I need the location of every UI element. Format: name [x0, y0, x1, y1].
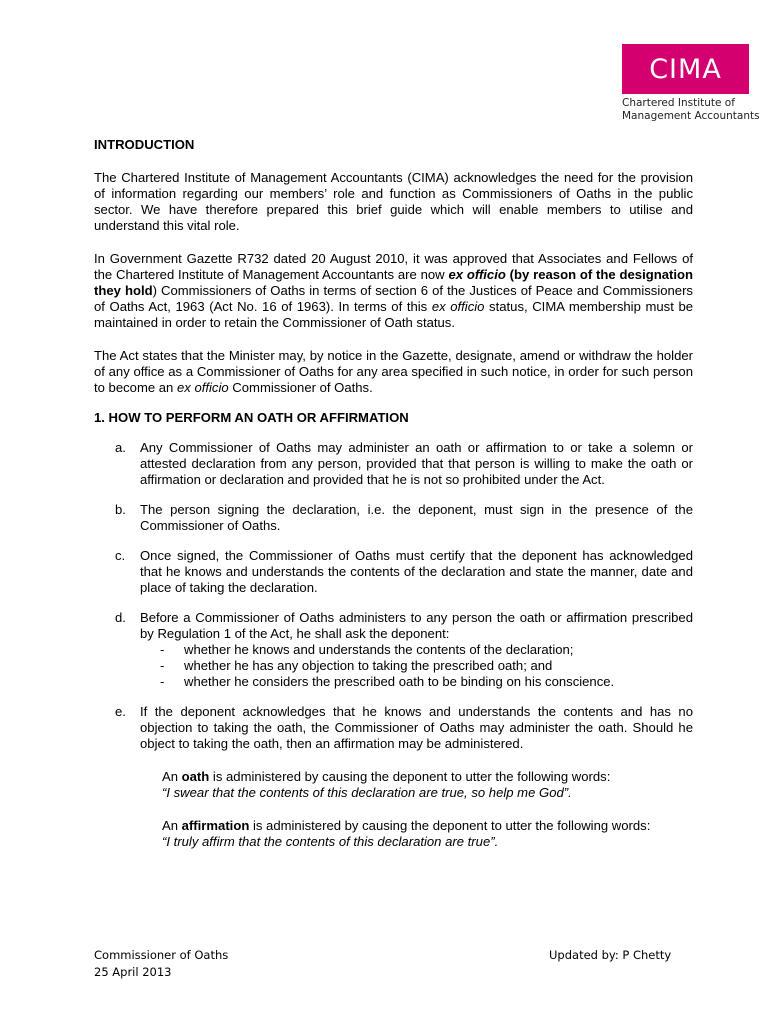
- section-1-heading: 1. HOW TO PERFORM AN OATH OR AFFIRMATION: [94, 410, 409, 425]
- p3-text-a: The Act states that the Minister may, by notice in the Gazette, designate, amend or withdraw the holder of any office as a Commissioner of Oaths for any area specified in such notice, in order for such person to become an: [94, 348, 693, 395]
- list-label: e.: [115, 704, 126, 719]
- sub-bullet-text: whether he knows and understands the contents of the declaration;: [184, 642, 574, 657]
- list-label: d.: [115, 610, 126, 625]
- footer-left: [94, 947, 228, 981]
- oath-text-c: is administered by causing the deponent to utter the following words:: [209, 769, 611, 784]
- list-label: a.: [115, 440, 126, 455]
- footer-right: [549, 947, 671, 964]
- footer-updated-by: Updated by: P Chetty: [549, 948, 672, 962]
- footer-title: Commissioner of Oaths: [94, 948, 229, 962]
- intro-paragraph-2: [94, 251, 693, 331]
- affirm-text-c: is administered by causing the deponent to utter the following words:: [249, 818, 651, 833]
- list-text: The person signing the declaration, i.e. the deponent, must sign in the presence of the Commissioner of Oaths.: [140, 502, 693, 533]
- list-body-d: [140, 610, 693, 690]
- section-1-list: [94, 440, 693, 752]
- oath-bold: oath: [181, 769, 210, 784]
- logo-caption: [622, 97, 762, 123]
- list-label: c.: [115, 548, 126, 563]
- affirmation-quote: [162, 834, 693, 850]
- cima-logo: [622, 44, 749, 94]
- p2-text-d: ) Commissioners of Oaths in terms of section 6 of the Justices of Peace and Commissioners of Oaths Act, 1963 (Act No. 16 of 1963). In terms of this: [94, 283, 693, 314]
- affirm-bold: affirmation: [181, 818, 250, 833]
- logo-caption-line2: Management Accountants: [622, 110, 760, 122]
- intro-paragraph-3: [94, 348, 693, 396]
- document-body: [94, 137, 693, 850]
- list-item-c: [94, 548, 693, 596]
- oath-block: [162, 769, 693, 850]
- oath-quote-text: “I swear that the contents of this declaration are true, so help me God”.: [162, 785, 572, 800]
- list-text: Once signed, the Commissioner of Oaths must certify that the deponent has acknowledged that he knows and understands the contents of the declaration and state the manner, date and place of taking the declaration.: [140, 548, 693, 595]
- dash-marker: -: [160, 674, 165, 689]
- list-item-b: [94, 502, 693, 534]
- sub-bullet: [140, 658, 693, 674]
- sub-bullet: [140, 674, 693, 690]
- list-text: Before a Commissioner of Oaths administers to any person the oath or affirmation prescribed by Regulation 1 of the Act, he shall ask the deponent:: [140, 610, 693, 641]
- sub-bullet: [140, 642, 693, 658]
- oath-text-a: An: [162, 769, 182, 784]
- affirm-quote-text: “I truly affirm that the contents of this declaration are true”.: [162, 834, 499, 849]
- p3-text-c: Commissioner of Oaths.: [228, 380, 373, 395]
- intro-paragraph-1: The Chartered Institute of Management Accountants (CIMA) acknowledges the need for the provision of information regarding our members’ role and function as Commissioners of Oaths in the public sector. We have therefore prepared this brief guide which will enable members to utilise and understand this vital role.: [94, 170, 693, 233]
- list-text: If the deponent acknowledges that he knows and understands the contents and has no objection to taking the oath, the Commissioner of Oaths may administer the oath. Should he object to taking the oath, then an affirmation may be administered.: [140, 704, 693, 751]
- oath-quote: [162, 785, 693, 801]
- affirm-text-a: An: [162, 818, 182, 833]
- footer-date: 25 April 2013: [94, 965, 172, 979]
- dash-marker: -: [160, 658, 165, 673]
- affirmation-paragraph: [162, 818, 693, 834]
- logo-caption-line1: Chartered Institute of: [622, 97, 735, 109]
- p2-ex-officio-2: ex officio: [431, 299, 485, 314]
- oath-paragraph: [162, 769, 693, 785]
- list-label: b.: [115, 502, 126, 517]
- p2-text-a: In Government Gazette R732 dated 20 August 2010, it was approved that Associates and Fellows of the Chartered Institute of Management Accountants are now: [94, 251, 693, 282]
- p2-ex-officio: ex officio: [448, 267, 506, 282]
- list-text: Any Commissioner of Oaths may administer an oath or affirmation to or take a solemn or attested declaration from any person, provided that that person is willing to make the oath or affirmation or declaration and provided that he is not so prohibited under the Act.: [140, 440, 693, 487]
- p2-bold-reason: (by reason of the designation they hold: [94, 267, 693, 298]
- dash-marker: -: [160, 642, 165, 657]
- sub-bullet-text: whether he considers the prescribed oath to be binding on his conscience.: [184, 674, 615, 689]
- logo-mark: CIMA: [649, 53, 722, 85]
- p3-ex-officio: ex officio: [176, 380, 229, 395]
- intro-heading: INTRODUCTION: [94, 137, 195, 152]
- p2-text-f: status, CIMA membership must be maintained in order to retain the Commissioner of Oath status.: [94, 299, 694, 330]
- sub-bullet-text: whether he has any objection to taking the prescribed oath; and: [184, 658, 553, 673]
- list-item-d: [94, 610, 693, 690]
- list-item-a: [94, 440, 693, 488]
- list-item-e: [94, 704, 693, 752]
